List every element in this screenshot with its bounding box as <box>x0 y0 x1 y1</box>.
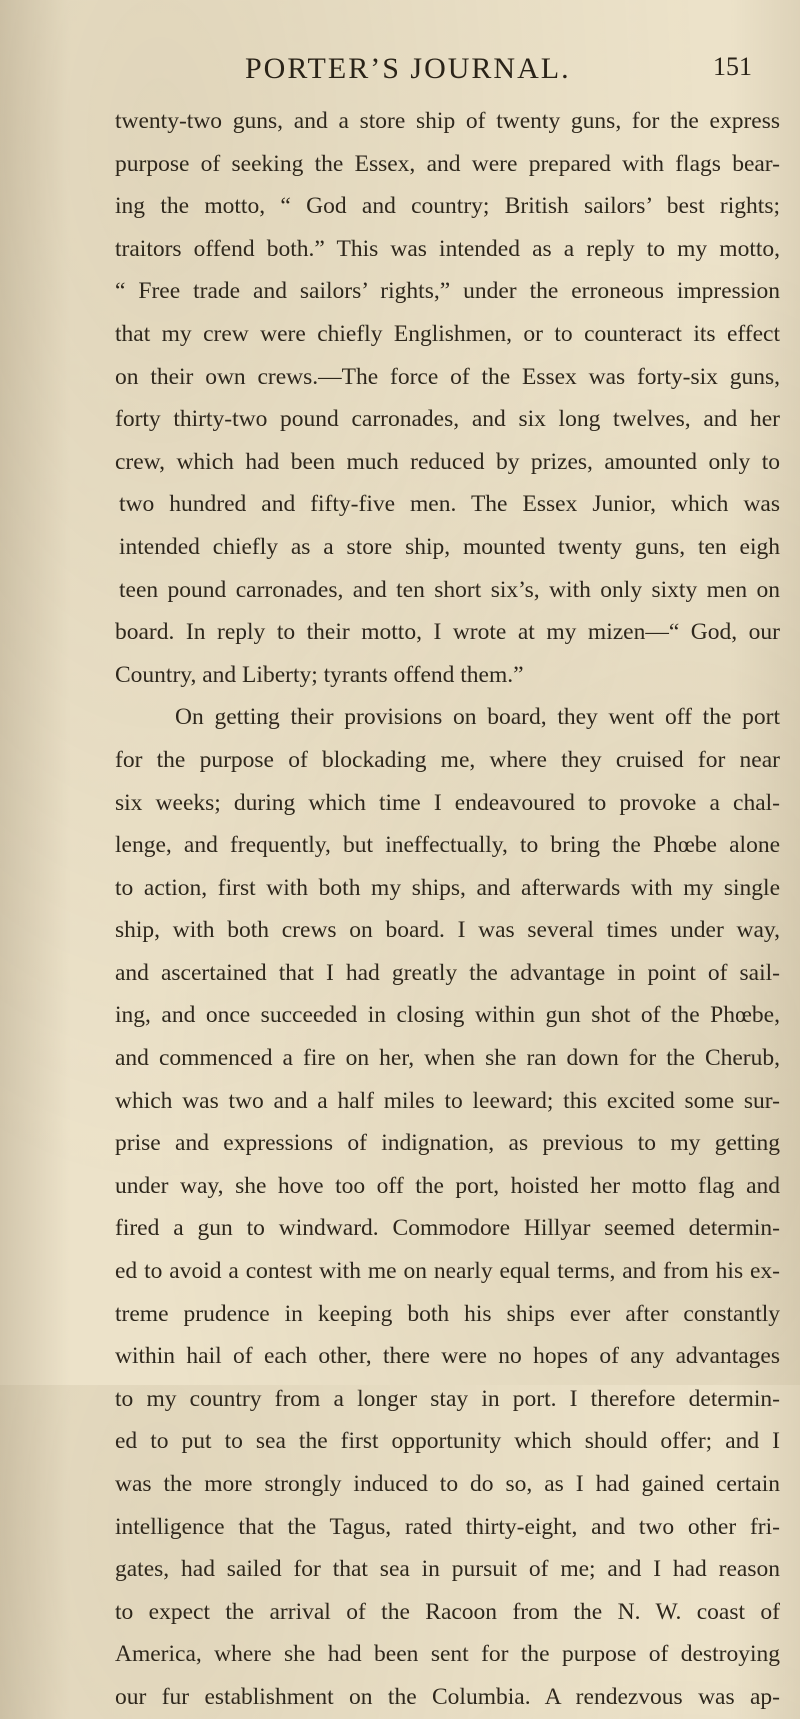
text-line: board. In reply to their motto, I wrote at my mizen—“ God, our <box>115 619 780 646</box>
text-line: which was two and a half miles to leeward; this excited some sur- <box>115 1087 780 1114</box>
text-line: to my country from a longer stay in port. I therefore determin- <box>115 1385 780 1412</box>
running-head <box>110 52 770 92</box>
text-line: ing, and once succeeded in closing within gun shot of the Phœbe, <box>115 1002 780 1029</box>
text-line: ed to avoid a contest with me on nearly equal terms, and from his ex- <box>115 1258 780 1285</box>
text-line: intelligence that the Tagus, rated thirty-eight, and two other fri- <box>115 1513 780 1540</box>
text-line: ing the motto, “ God and country; British sailors’ best rights; <box>115 193 780 220</box>
text-line: America, where she had been sent for the purpose of destroying <box>115 1641 780 1668</box>
text-line: lenge, and frequently, but ineffectually, to bring the Phœbe alone <box>115 832 780 859</box>
text-line: two hundred and fifty-five men. The Essex Junior, which was <box>119 491 780 518</box>
text-line: that my crew were chiefly Englishmen, or to counteract its effect <box>115 320 780 347</box>
page-number: 151 <box>713 52 752 81</box>
text-line: and commenced a fire on her, when she ran down for the Cherub, <box>115 1045 780 1072</box>
text-line: fired a gun to windward. Commodore Hillyar seemed determin- <box>115 1215 780 1242</box>
text-line: six weeks; during which time I endeavoured to provoke a chal- <box>115 789 780 816</box>
text-line: ed to put to sea the first opportunity which should offer; and I <box>115 1428 780 1455</box>
body-text <box>115 100 780 1719</box>
text-line: gates, had sailed for that sea in pursuit of me; and I had reason <box>115 1556 780 1583</box>
text-line: for the purpose of blockading me, where they cruised for near <box>115 746 780 773</box>
text-line: was the more strongly induced to do so, as I had gained certain <box>115 1471 780 1497</box>
text-line: treme prudence in keeping both his ships ever after constantly <box>115 1300 780 1327</box>
text-line: to expect the arrival of the Racoon from the N. W. coast of <box>115 1598 780 1625</box>
text-line: twenty-two guns, and a store ship of twenty guns, for the express <box>115 108 780 134</box>
paragraph-start-line: On getting their provisions on board, they went off the port <box>175 704 780 731</box>
text-line: “ Free trade and sailors’ rights,” under the erroneous impression <box>115 278 780 305</box>
text-line: within hail of each other, there were no hopes of any advantages <box>115 1343 780 1370</box>
text-line: ship, with both crews on board. I was several times under way, <box>115 917 780 944</box>
text-line: on their own crews.—The force of the Essex was forty-six guns, <box>115 363 780 390</box>
text-line: crew, which had been much reduced by prizes, amounted only to <box>115 448 780 475</box>
text-line: under way, she hove too off the port, hoisted her motto flag and <box>115 1172 780 1199</box>
running-title: PORTER’S JOURNAL. <box>245 52 571 85</box>
text-line: purpose of seeking the Essex, and were prepared with flags bear- <box>115 150 780 177</box>
text-line: and ascertained that I had greatly the advantage in point of sail- <box>115 959 780 986</box>
text-line: to action, first with both my ships, and afterwards with my single <box>115 874 780 901</box>
text-line: forty thirty-two pound carronades, and six long twelves, and her <box>115 406 780 433</box>
text-line: traitors offend both.” This was intended as a reply to my motto, <box>115 235 780 262</box>
text-line: our fur establishment on the Columbia. A rendezvous was ap- <box>115 1683 780 1710</box>
text-line: prise and expressions of indignation, as previous to my getting <box>115 1130 780 1157</box>
text-line: intended chiefly as a store ship, mounted twenty guns, ten eigh <box>119 533 780 560</box>
text-line: teen pound carronades, and ten short six’s, with only sixty men on <box>119 576 780 603</box>
text-line: Country, and Liberty; tyrants offend them.” <box>115 661 524 688</box>
